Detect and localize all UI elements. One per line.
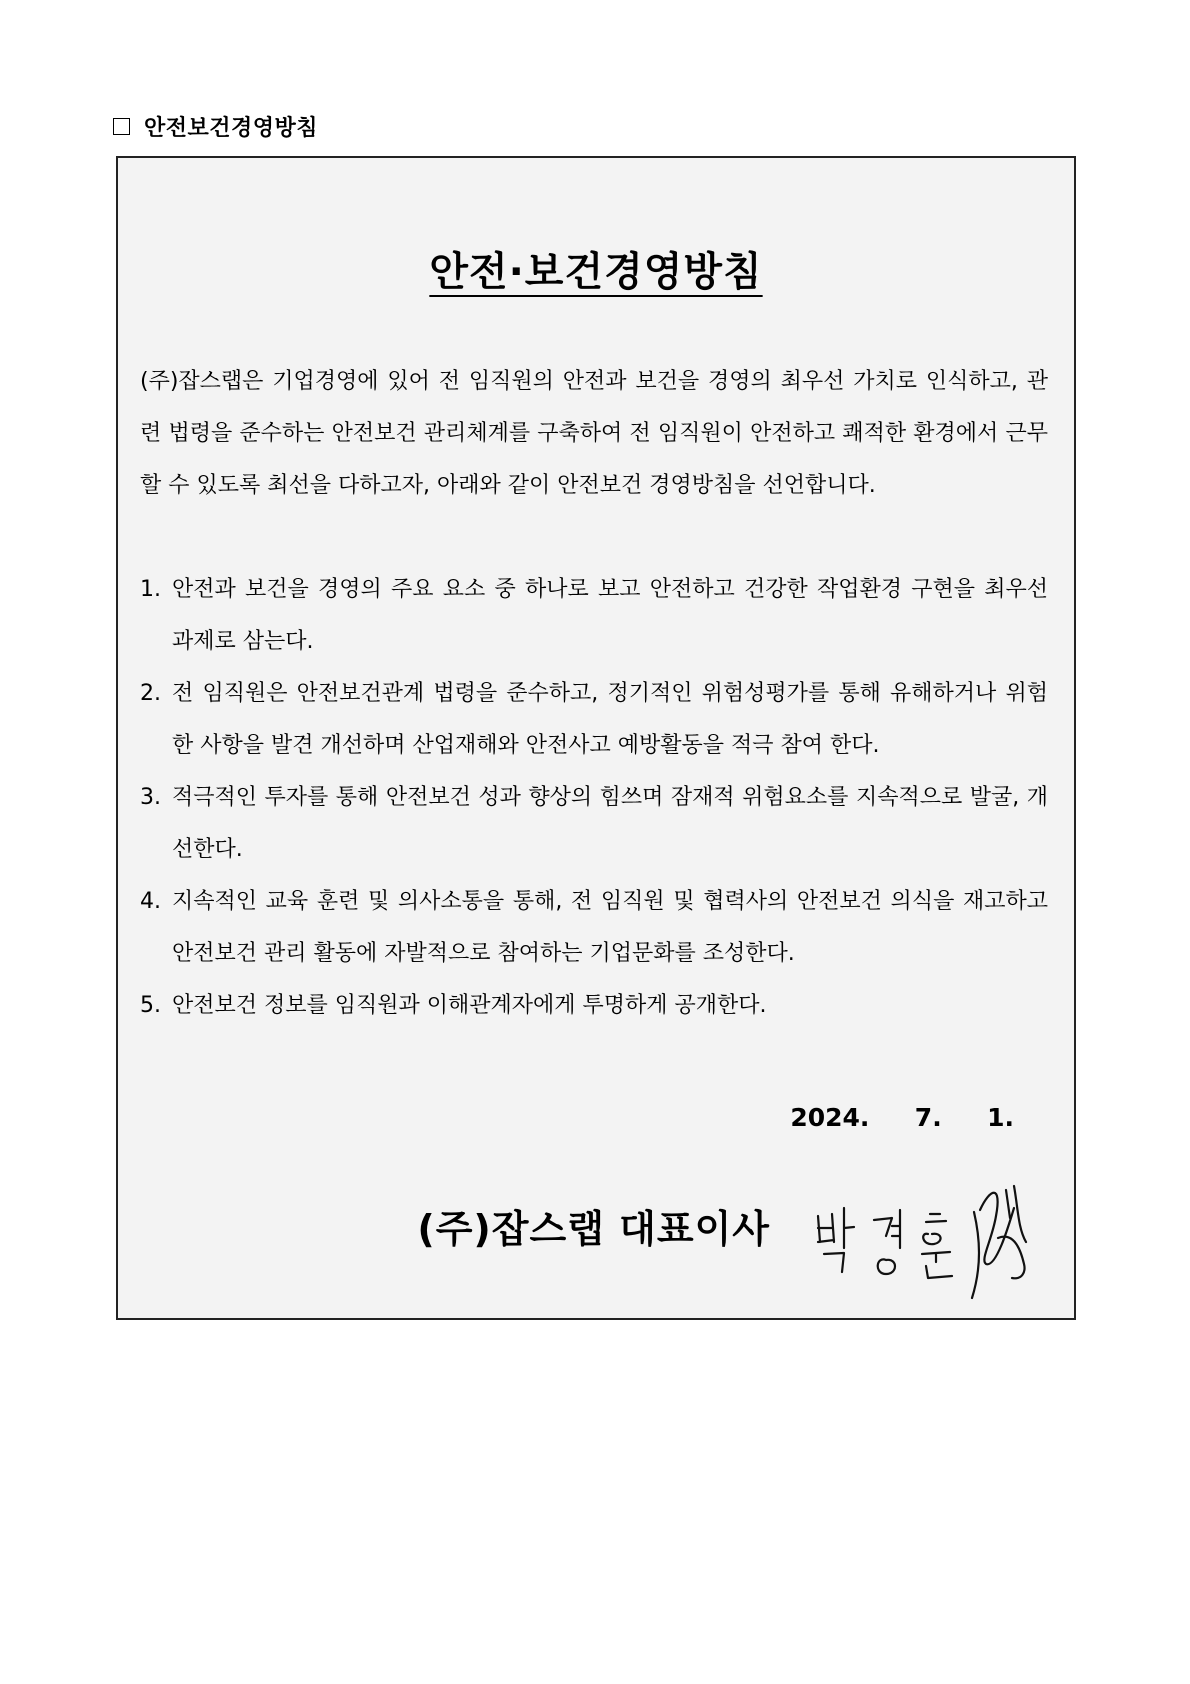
section-heading xyxy=(113,108,318,144)
policy-text: 전 임직원은 안전보건관계 법령을 준수하고, 정기적인 위험성평가를 통해 유해하거나 위험한 사항을 발견 개선하며 산업재해와 안전사고 예방활동을 적극 참여 한다. xyxy=(172,681,1048,758)
policy-text: 지속적인 교육 훈련 및 의사소통을 통해, 전 임직원 및 협력사의 안전보건 의식을 재고하고 안전보건 관리 활동에 자발적으로 참여하는 기업문화를 조성한다. xyxy=(172,889,1048,966)
company-representative: (주)잡스랩 대표이사 xyxy=(417,1207,770,1251)
policy-list xyxy=(140,564,1048,1032)
intro-paragraph: (주)잡스랩은 기업경영에 있어 전 임직원의 안전과 보건을 경영의 최우선 가치로 인식하고, 관련 법령을 준수하는 안전보건 관리체계를 구축하여 전 임직원이 안전하고 쾌적한 환경에서 근무할 수 있도록 최선을 다하고자, 아래와 같이 안전보건 경영방침을 선언합니다. xyxy=(140,369,1048,498)
policy-number: 5. xyxy=(140,993,161,1018)
policy-number: 4. xyxy=(140,889,161,914)
policy-frame xyxy=(116,156,1076,1320)
policy-content xyxy=(140,356,1048,1032)
policy-text: 적극적인 투자를 통해 안전보건 성과 향상의 힘쓰며 잠재적 위험요소를 지속적으로 발굴, 개선한다. xyxy=(172,785,1048,862)
policy-number: 1. xyxy=(140,577,161,602)
policy-title xyxy=(118,240,1074,297)
policy-item xyxy=(140,980,1048,1032)
handwritten-signature xyxy=(804,1168,1034,1308)
policy-item xyxy=(140,668,1048,772)
policy-item xyxy=(140,876,1048,980)
policy-item xyxy=(140,772,1048,876)
checkbox-square-icon xyxy=(113,118,130,135)
section-heading-label: 안전보건경영방침 xyxy=(144,114,319,141)
policy-text: 안전과 보건을 경영의 주요 요소 중 하나로 보고 안전하고 건강한 작업환경 구현을 최우선 과제로 삼는다. xyxy=(172,577,1048,654)
policy-text: 안전보건 정보를 임직원과 이해관계자에게 투명하게 공개한다. xyxy=(172,993,767,1018)
policy-number: 3. xyxy=(140,785,161,810)
policy-number: 2. xyxy=(140,681,161,706)
policy-item xyxy=(140,564,1048,668)
declaration-date: 2024. 7. 1. xyxy=(790,1103,1014,1132)
signature-row xyxy=(118,1178,1074,1278)
policy-title-text: 안전·보건경영방침 xyxy=(429,249,763,295)
